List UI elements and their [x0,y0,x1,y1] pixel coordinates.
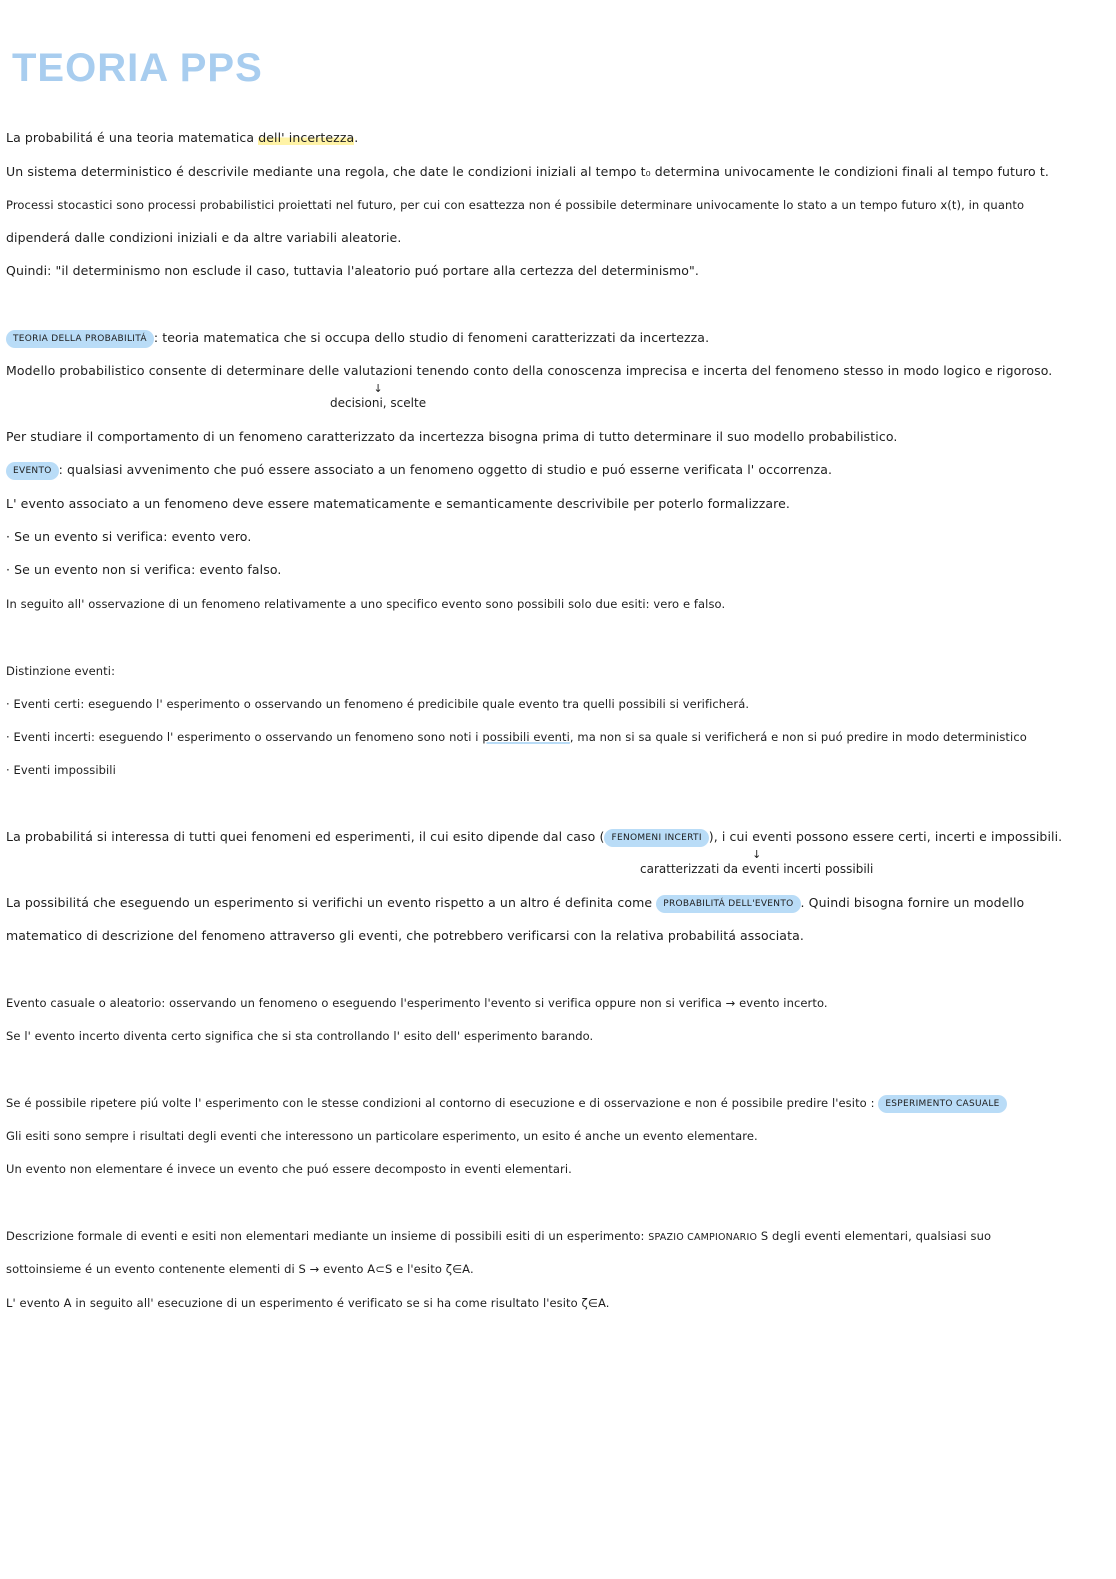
term-badge: PROBABILITÁ DELL'EVENTO [656,895,800,913]
paragraph-evento-casuale: Evento casuale o aleatorio: osservando un fenomeno o eseguendo l'esperimento l'evento si verifica oppure non si verifica → evento incerto. [6,996,828,1010]
list-item-incerti [6,729,1027,745]
paragraph-non-elementare: Un evento non elementare é invece un evento che puó essere decomposto in eventi elementari. [6,1162,572,1176]
paragraph-evento-associato: L' evento associato a un fenomeno deve essere matematicamente e semanticamente descrivibile per poterlo formalizzare. [6,496,790,511]
paragraph-evento-a: L' evento A in seguito all' esecuzione di un esperimento é verificato se si ha come risultato l'esito ζ∈A. [6,1296,610,1310]
paragraph-studiare: Per studiare il comportamento di un fenomeno caratterizzato da incertezza bisogna prima di tutto determinare il suo modello probabilistico. [6,429,898,444]
paragraph-stocastici-cont: dipenderá dalle condizioni iniziali e da altre variabili aleatorie. [6,230,402,245]
text-segment: S degli eventi elementari, qualsiasi suo [757,1229,992,1243]
list-item-impossibili: · Eventi impossibili [6,763,116,777]
definition-text: : teoria matematica che si occupa dello studio di fenomeni caratterizzati da incertezza. [153,330,710,345]
page-title: TEORIA PPS [12,46,263,90]
paragraph-stocastici: Processi stocastici sono processi probabilistici proiettati nel futuro, per cui con esattezza non é possibile determinare univocamente lo stato a un tempo futuro x(t), in quanto [6,198,1025,212]
paragraph-possibilita-cont: matematico di descrizione del fenomeno attraverso gli eventi, che potrebbero verificarsi con la relativa probabilitá associata. [6,928,804,943]
text-segment: La possibilitá che eseguendo un esperimento si verifichi un evento rispetto a un altro é definita come [6,895,657,910]
term-badge: FENOMENI INCERTI [604,829,708,847]
definition-evento [6,462,832,480]
annotation-text: decisioni, scelte [330,396,427,410]
underlined-text: possibili eventi [482,730,570,744]
section-distinzione: Distinzione eventi: [6,664,116,678]
annotation-caratterizzati [640,848,873,876]
text-segment: . Quindi bisogna fornire un modello [800,895,1025,910]
paragraph-descrizione [6,1228,991,1246]
highlighted-text: dell' incertezza [258,130,355,145]
paragraph-seguito: In seguito all' osservazione di un fenomeno relativamente a uno specifico evento sono possibili solo due esiti: vero e falso. [6,597,726,611]
text-segment: La probabilitá é una teoria matematica [6,130,259,145]
list-item-vero: · Se un evento si verifica: evento vero. [6,529,252,544]
text-segment: · Eventi incerti: eseguendo l' esperimento o osservando un fenomeno sono noti i [6,730,483,744]
paragraph-modello: Modello probabilistico consente di determinare delle valutazioni tenendo conto della conoscenza imprecisa e incerta del fenomeno stesso in modo logico e rigoroso. [6,363,1053,378]
annotation-decisioni [330,382,426,410]
paragraph-interessa [6,829,1062,847]
paragraph-barando: Se l' evento incerto diventa certo significa che si sta controllando l' esito dell' esperimento barando. [6,1029,594,1043]
term-badge: TEORIA DELLA PROBABILITÁ [6,330,154,348]
paragraph-quindi: Quindi: "il determinismo non esclude il caso, tuttavia l'aleatorio puó portare alla certezza del determinismo". [6,263,699,278]
arrow-down-icon: ↓ [752,848,762,861]
paragraph-possibilita [6,895,1024,913]
arrow-down-icon: ↓ [373,382,383,395]
paragraph-ripetere [6,1095,1007,1113]
list-item-certi: · Eventi certi: eseguendo l' esperimento o osservando un fenomeno é predicibile quale evento tra quelli possibili si verificherá. [6,697,750,711]
text-segment: ), i cui eventi possono essere certi, incerti e impossibili. [708,829,1063,844]
term-badge: ESPERIMENTO CASUALE [878,1095,1006,1113]
paragraph-probabilita [6,130,358,146]
list-item-falso: · Se un evento non si verifica: evento falso. [6,562,282,577]
definition-text: : qualsiasi avvenimento che puó essere associato a un fenomeno oggetto di studio e puó esserne verificata l' occorrenza. [58,462,833,477]
term-caps: SPAZIO CAMPIONARIO [648,1232,758,1243]
text-segment: , ma non si sa quale si verificherá e non si puó predire in modo deterministico [569,730,1027,744]
term-badge: EVENTO [6,462,59,480]
definition-teoria [6,330,709,348]
paragraph-sottoinsieme: sottoinsieme é un evento contenente elementi di S → evento A⊂S e l'esito ζ∈A. [6,1262,474,1276]
paragraph-esiti: Gli esiti sono sempre i risultati degli eventi che interessono un particolare esperimento, un esito é anche un evento elementare. [6,1129,758,1143]
annotation-text: caratterizzati da eventi incerti possibili [640,862,874,876]
text-segment: La probabilitá si interessa di tutti quei fenomeni ed esperimenti, il cui esito dipende dal caso ( [6,829,605,844]
text-segment: . [354,130,359,145]
text-segment: Descrizione formale di eventi e esiti non elementari mediante un insieme di possibili esiti di un esperimento: [6,1229,649,1243]
paragraph-deterministico: Un sistema deterministico é descrivile mediante una regola, che date le condizioni iniziali al tempo t₀ determina univocamente le condizioni finali al tempo futuro t. [6,164,1049,179]
text-segment: Se é possibile ripetere piú volte l' esperimento con le stesse condizioni al contorno di esecuzione e di osservazione e non é possibile predire l'esito : [6,1096,879,1110]
